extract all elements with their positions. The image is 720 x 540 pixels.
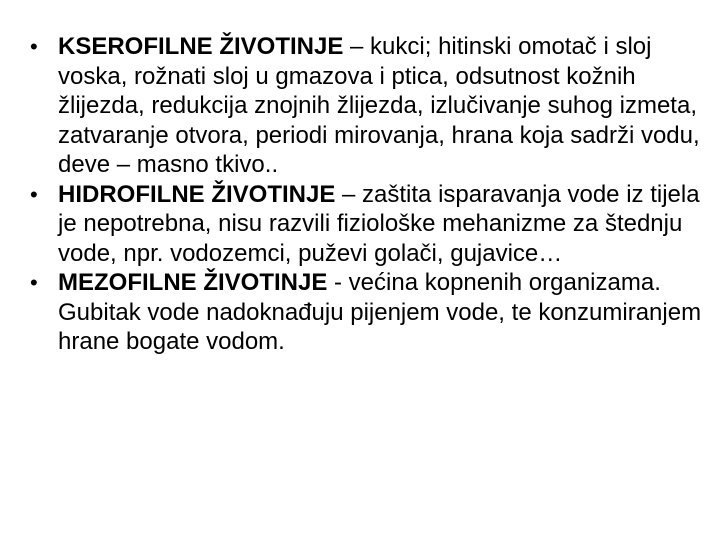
bullet-text: – zaštita isparavanja vode iz tijela je nepotrebna, nisu razvili fiziološke mehanizme za štednju vode, npr. vodozemci, puževi golači, gujavice… bbox=[58, 180, 700, 267]
bullet-icon: • bbox=[30, 270, 38, 295]
bullet-icon: • bbox=[30, 34, 38, 59]
bullet-item-kserofilne bbox=[28, 32, 708, 180]
bullet-term: HIDROFILNE ŽIVOTINJE bbox=[58, 180, 336, 208]
bullet-term: KSEROFILNE ŽIVOTINJE bbox=[58, 33, 344, 60]
bullet-item-mezofilne bbox=[28, 268, 708, 357]
bullet-icon: • bbox=[30, 181, 38, 207]
bullet-list bbox=[28, 32, 708, 357]
bullet-text: – kukci; hitinski omotač i sloj voska, rožnati sloj u gmazova i ptica, odsutnost kožnih žlijezda, redukcija znojnih žlijezda, izlučivanje suhog izmeta, zatvaranje otvora, periodi mirovanja, hrana koja sadrži vodu, deve – masno tkivo.. bbox=[58, 33, 700, 178]
bullet-text: - većina kopnenih organizama. Gubitak vode nadoknađuju pijenjem vode, te konzumiranjem hrane bogate vodom. bbox=[58, 269, 702, 355]
bullet-item-hidrofilne bbox=[28, 180, 708, 269]
bullet-term: MEZOFILNE ŽIVOTINJE bbox=[58, 269, 328, 296]
